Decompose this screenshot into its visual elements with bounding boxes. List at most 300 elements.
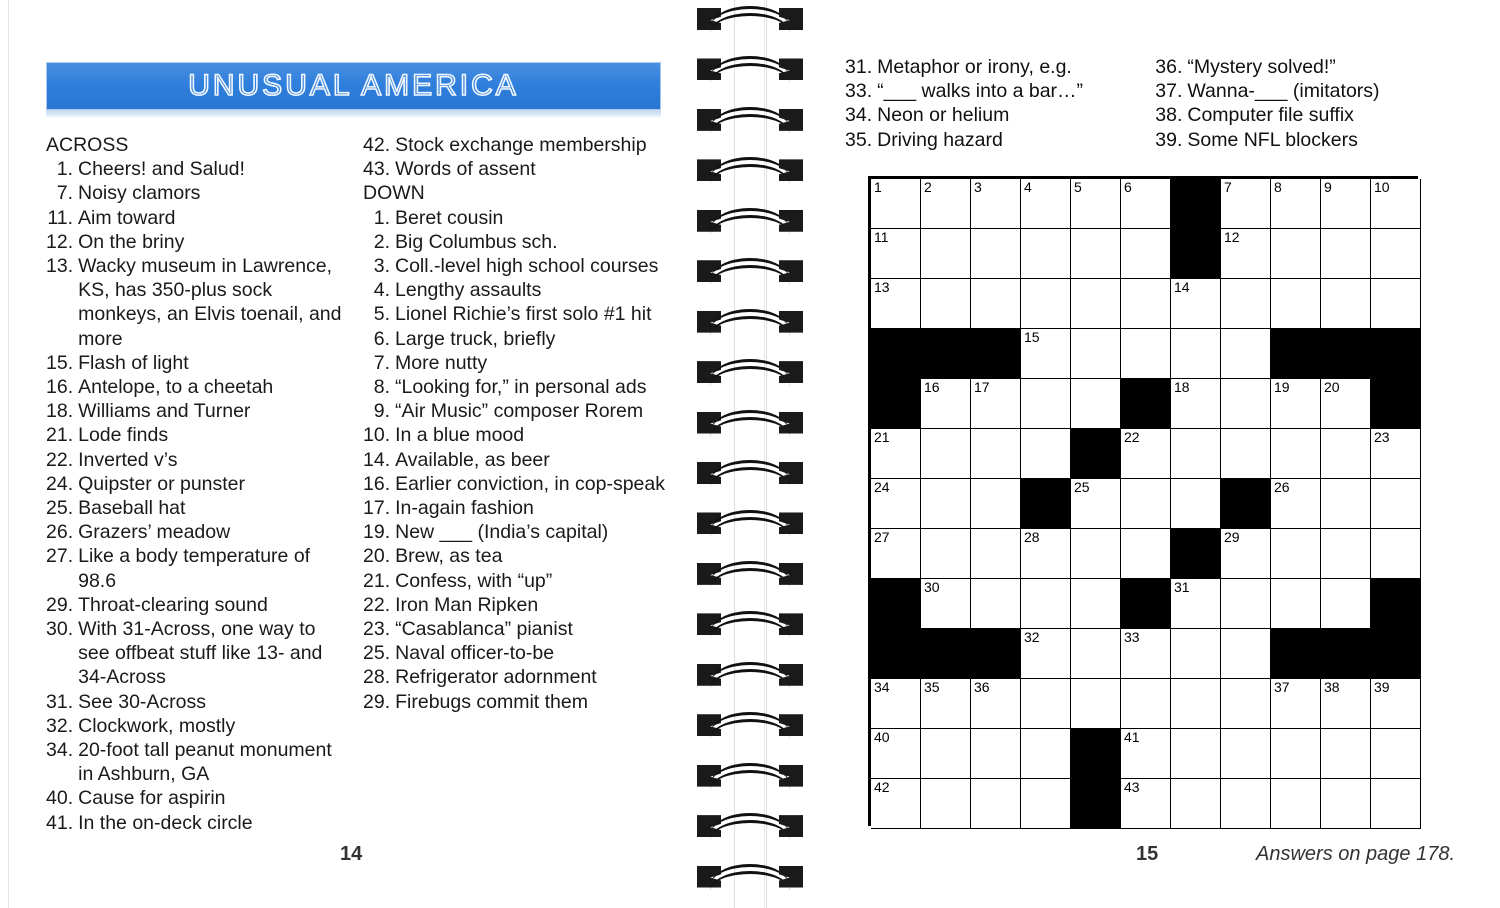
clue-text: Throat-clearing sound xyxy=(78,593,268,616)
grid-cell-number: 33 xyxy=(1124,629,1140,645)
grid-cell[interactable] xyxy=(1021,229,1071,279)
clue-text: Computer file suffix xyxy=(1187,104,1354,127)
clue-item xyxy=(46,738,346,786)
grid-cell-number: 31 xyxy=(1174,579,1190,595)
clue-item xyxy=(363,278,665,302)
grid-cell[interactable] xyxy=(1371,729,1421,779)
down-heading: DOWN xyxy=(363,182,425,205)
clue-item xyxy=(46,206,346,230)
page-title: UNUSUAL AMERICA xyxy=(188,69,519,102)
clue-number: 21. xyxy=(46,424,74,447)
grid-cell-number: 11 xyxy=(874,229,889,245)
clue-item xyxy=(46,423,346,447)
grid-cell-block xyxy=(1171,529,1221,579)
page-number-right: 15 xyxy=(1136,843,1159,865)
clue-number: 29. xyxy=(363,690,391,713)
grid-cell[interactable] xyxy=(971,729,1021,779)
grid-cell[interactable] xyxy=(1271,229,1321,279)
grid-cell[interactable] xyxy=(1121,229,1171,279)
grid-cell[interactable] xyxy=(1171,479,1221,529)
grid-cell[interactable] xyxy=(1171,679,1221,729)
clue-text: Lionel Richie’s first solo #1 hit xyxy=(395,303,652,326)
clue-number: 33. xyxy=(845,80,873,103)
grid-cell-number: 5 xyxy=(1074,179,1082,195)
clue-number: 26. xyxy=(46,521,74,544)
grid-cell[interactable] xyxy=(921,529,971,579)
grid-cell-number: 9 xyxy=(1324,179,1332,195)
clue-text: Stock exchange membership xyxy=(395,134,647,156)
grid-cell[interactable] xyxy=(1221,329,1271,379)
grid-cell[interactable] xyxy=(871,779,921,829)
grid-cell[interactable] xyxy=(1071,479,1121,529)
grid-cell[interactable] xyxy=(1121,529,1171,579)
grid-cell[interactable] xyxy=(1221,779,1271,829)
grid-cell-number: 14 xyxy=(1174,279,1190,295)
clue-number: 8. xyxy=(373,376,390,399)
grid-cell[interactable] xyxy=(921,479,971,529)
clue-text: In-again fashion xyxy=(395,497,534,520)
grid-cell[interactable] xyxy=(1371,779,1421,829)
clue-number: 1. xyxy=(373,206,390,229)
clue-number: 4. xyxy=(373,279,390,302)
clue-item xyxy=(46,617,346,690)
clue-item xyxy=(363,423,665,447)
grid-cell[interactable] xyxy=(1121,329,1171,379)
grid-cell[interactable] xyxy=(1071,329,1121,379)
grid-cell-number: 37 xyxy=(1274,679,1290,695)
grid-cell-number: 35 xyxy=(924,679,940,695)
clue-item xyxy=(46,230,346,254)
clue-number: 17. xyxy=(363,497,391,520)
clue-text: On the briny xyxy=(78,230,185,253)
grid-cell[interactable] xyxy=(1221,629,1271,679)
clue-text: Antelope, to a cheetah xyxy=(78,376,274,399)
grid-cell-block xyxy=(921,629,971,679)
grid-cell[interactable] xyxy=(1221,579,1271,629)
clue-item xyxy=(363,351,665,375)
grid-cell[interactable] xyxy=(1171,329,1221,379)
clue-item xyxy=(46,520,346,544)
grid-cell[interactable] xyxy=(1071,179,1121,229)
grid-cell[interactable] xyxy=(1371,429,1421,479)
grid-cell[interactable] xyxy=(921,729,971,779)
grid-cell[interactable] xyxy=(1321,529,1371,579)
grid-cell[interactable] xyxy=(1071,629,1121,679)
clue-text: Wacky museum in Lawrence, KS, has 350-plus sock monkeys, an Elvis toenail, and more xyxy=(78,255,342,350)
banner-bar xyxy=(46,62,661,110)
grid-cell[interactable] xyxy=(1121,479,1171,529)
clue-text: Noisy clamors xyxy=(78,182,201,205)
grid-cell[interactable] xyxy=(1221,679,1271,729)
grid-cell[interactable] xyxy=(1171,429,1221,479)
grid-cell[interactable] xyxy=(1071,279,1121,329)
grid-cell-number: 42 xyxy=(874,779,890,795)
spiral-ring-icon xyxy=(694,157,806,191)
clue-text: Grazers’ meadow xyxy=(78,521,231,544)
grid-cell-block xyxy=(871,579,921,629)
clue-item xyxy=(845,128,1131,152)
grid-cell[interactable] xyxy=(1021,629,1071,679)
grid-cell[interactable] xyxy=(1071,679,1121,729)
clue-text: Quipster or punster xyxy=(78,472,246,495)
clue-number: 7. xyxy=(373,351,390,374)
clue-text: Like a body temperature of 98.6 xyxy=(78,545,311,592)
grid-cell-number: 34 xyxy=(874,679,890,695)
clue-number: 28. xyxy=(363,666,391,689)
clue-text: Williams and Turner xyxy=(78,400,251,423)
grid-cell-block xyxy=(1271,629,1321,679)
clue-number: 34. xyxy=(46,739,74,762)
down-clue-list xyxy=(363,206,665,714)
grid-cell-block xyxy=(871,329,921,379)
grid-cell[interactable] xyxy=(971,479,1021,529)
grid-cell[interactable] xyxy=(1221,229,1271,279)
clue-number: 37. xyxy=(1155,80,1183,103)
grid-cell[interactable] xyxy=(1121,679,1171,729)
grid-cell[interactable] xyxy=(1221,279,1271,329)
grid-cell[interactable] xyxy=(921,229,971,279)
right-clue-column-2 xyxy=(1155,55,1425,152)
across-clue-list xyxy=(46,157,346,835)
grid-cell[interactable] xyxy=(871,179,921,229)
grid-cell[interactable] xyxy=(971,179,1021,229)
clue-item xyxy=(46,690,346,714)
clue-number: 36. xyxy=(1155,56,1183,78)
grid-cell[interactable] xyxy=(921,679,971,729)
spiral-ring-icon xyxy=(694,56,806,90)
grid-cell[interactable] xyxy=(871,279,921,329)
grid-cell-block xyxy=(1171,179,1221,229)
grid-cell-number: 27 xyxy=(874,529,890,545)
clue-item xyxy=(1155,128,1425,152)
grid-cell[interactable] xyxy=(1321,479,1371,529)
clue-text: Large truck, briefly xyxy=(395,327,556,350)
grid-cell[interactable] xyxy=(1121,729,1171,779)
spiral-ring-icon xyxy=(694,763,806,797)
grid-cell-number: 20 xyxy=(1324,379,1340,395)
grid-cell[interactable] xyxy=(1021,679,1071,729)
grid-cell[interactable] xyxy=(971,579,1021,629)
clue-number: 7. xyxy=(56,182,73,205)
clue-number: 18. xyxy=(46,400,74,423)
grid-cell[interactable] xyxy=(921,429,971,479)
grid-cell[interactable] xyxy=(1171,729,1221,779)
grid-cell[interactable] xyxy=(871,529,921,579)
clue-item xyxy=(363,520,665,544)
grid-cell[interactable] xyxy=(1371,179,1421,229)
grid-cell[interactable] xyxy=(1071,379,1121,429)
clue-text: Aim toward xyxy=(78,206,176,229)
clue-item xyxy=(46,786,346,810)
grid-cell[interactable] xyxy=(921,779,971,829)
across-heading: ACROSS xyxy=(46,134,129,156)
clue-item xyxy=(1155,103,1425,127)
spiral-ring-icon xyxy=(694,864,806,898)
clue-number: 11. xyxy=(47,206,73,229)
grid-cell[interactable] xyxy=(1021,779,1071,829)
clue-text: Coll.-level high school courses xyxy=(395,255,659,278)
grid-cell[interactable] xyxy=(921,179,971,229)
spiral-ring-icon xyxy=(694,359,806,393)
grid-cell-number: 1 xyxy=(874,179,882,195)
clue-number: 9. xyxy=(373,400,390,423)
clue-number: 42. xyxy=(363,134,391,156)
grid-cell-block xyxy=(1171,229,1221,279)
clue-number: 16. xyxy=(363,472,391,495)
grid-cell[interactable] xyxy=(971,429,1021,479)
grid-cell[interactable] xyxy=(871,729,921,779)
grid-cell[interactable] xyxy=(1271,379,1321,429)
clue-item xyxy=(46,714,346,738)
clue-text: Driving hazard xyxy=(877,128,1003,151)
clue-text: Cheers! and Salud! xyxy=(78,158,245,181)
across-clue-column xyxy=(46,133,346,835)
grid-cell[interactable] xyxy=(1321,679,1371,729)
clue-text: In the on-deck circle xyxy=(78,811,253,834)
grid-cell[interactable] xyxy=(1271,779,1321,829)
clue-text: Inverted v’s xyxy=(78,448,178,471)
crossword-grid[interactable] xyxy=(868,176,1418,826)
grid-cell[interactable] xyxy=(1171,279,1221,329)
clue-text: Beret cousin xyxy=(395,206,504,229)
clue-item xyxy=(363,399,665,423)
grid-cell[interactable] xyxy=(1171,779,1221,829)
clue-number: 29. xyxy=(46,593,74,616)
grid-cell-number: 38 xyxy=(1324,679,1340,695)
answers-reference: Answers on page 178. xyxy=(1256,843,1456,865)
grid-cell-block xyxy=(871,379,921,429)
grid-cell-number: 36 xyxy=(974,679,990,695)
clue-text: Metaphor or irony, e.g. xyxy=(877,56,1072,78)
grid-cell[interactable] xyxy=(1371,679,1421,729)
grid-cell[interactable] xyxy=(971,279,1021,329)
grid-cell[interactable] xyxy=(871,429,921,479)
spiral-binding xyxy=(694,0,806,908)
clue-text: Clockwork, mostly xyxy=(78,714,236,737)
grid-cell[interactable] xyxy=(1071,579,1121,629)
grid-cell[interactable] xyxy=(1021,179,1071,229)
clue-text: “Casablanca” pianist xyxy=(395,618,573,641)
grid-cell[interactable] xyxy=(921,279,971,329)
grid-cell-block xyxy=(1371,579,1421,629)
clue-item xyxy=(845,103,1131,127)
clue-number: 31. xyxy=(845,56,873,78)
clue-number: 25. xyxy=(46,497,74,520)
grid-cell-number: 26 xyxy=(1274,479,1290,495)
clue-text: Firebugs commit them xyxy=(395,690,588,713)
grid-cell[interactable] xyxy=(1121,629,1171,679)
spiral-ring-icon xyxy=(694,258,806,292)
grid-cell[interactable] xyxy=(1321,229,1371,279)
spiral-ring-icon xyxy=(694,309,806,343)
grid-cell-block xyxy=(1321,629,1371,679)
clue-text: “Air Music” composer Rorem xyxy=(395,400,644,423)
grid-cell[interactable] xyxy=(1271,579,1321,629)
grid-cell[interactable] xyxy=(1171,629,1221,679)
grid-cell[interactable] xyxy=(1271,279,1321,329)
grid-cell[interactable] xyxy=(971,229,1021,279)
grid-cell[interactable] xyxy=(1371,479,1421,529)
grid-cell[interactable] xyxy=(1121,279,1171,329)
grid-cell-block xyxy=(971,329,1021,379)
clue-text: “Mystery solved!” xyxy=(1187,56,1336,78)
clue-text: Brew, as tea xyxy=(395,545,503,568)
clue-item xyxy=(363,254,665,278)
clue-item xyxy=(363,593,665,617)
right-page-clue-block xyxy=(845,55,1425,152)
clue-item xyxy=(46,254,346,351)
grid-cell-block xyxy=(1321,329,1371,379)
grid-cell-number: 16 xyxy=(924,379,940,395)
grid-cell[interactable] xyxy=(1021,379,1071,429)
grid-cell[interactable] xyxy=(1371,529,1421,579)
clue-item xyxy=(363,206,665,230)
grid-cell-number: 39 xyxy=(1374,679,1390,695)
grid-cell[interactable] xyxy=(1171,379,1221,429)
clue-item xyxy=(46,811,346,835)
grid-cell[interactable] xyxy=(1321,579,1371,629)
grid-cell-number: 40 xyxy=(874,729,890,745)
clue-number: 5. xyxy=(373,303,390,326)
grid-cell[interactable] xyxy=(1071,529,1121,579)
grid-cell-block xyxy=(1371,379,1421,429)
grid-cell-number: 12 xyxy=(1224,229,1240,245)
clue-text: “___ walks into a bar…” xyxy=(877,80,1084,103)
grid-cell[interactable] xyxy=(1121,779,1171,829)
clue-number: 32. xyxy=(46,714,74,737)
clue-item xyxy=(363,302,665,326)
across-clue-list-continued xyxy=(363,133,665,181)
clue-item xyxy=(46,181,346,205)
grid-cell[interactable] xyxy=(1321,729,1371,779)
clue-number: 6. xyxy=(373,327,390,350)
grid-cell[interactable] xyxy=(1321,279,1371,329)
grid-cell[interactable] xyxy=(1021,429,1071,479)
clue-number: 12. xyxy=(46,230,74,253)
grid-cell[interactable] xyxy=(971,379,1021,429)
clue-number: 24. xyxy=(46,472,74,495)
grid-cell[interactable] xyxy=(1221,729,1271,779)
clue-text: Words of assent xyxy=(395,158,536,181)
grid-cell[interactable] xyxy=(1271,729,1321,779)
grid-cell[interactable] xyxy=(1371,229,1421,279)
grid-cell[interactable] xyxy=(1021,329,1071,379)
grid-cell[interactable] xyxy=(1021,579,1071,629)
grid-cell[interactable] xyxy=(1321,379,1371,429)
clue-item xyxy=(363,569,665,593)
grid-cell[interactable] xyxy=(1221,379,1271,429)
clue-item xyxy=(363,641,665,665)
grid-cell[interactable] xyxy=(1221,429,1271,479)
grid-cell-number: 13 xyxy=(874,279,890,295)
grid-cell[interactable] xyxy=(1221,529,1271,579)
grid-cell-number: 41 xyxy=(1124,729,1140,745)
grid-cell[interactable] xyxy=(1021,279,1071,329)
grid-cell[interactable] xyxy=(1271,179,1321,229)
clue-number: 14. xyxy=(363,448,391,471)
spiral-ring-icon xyxy=(694,410,806,444)
clue-number: 10. xyxy=(363,424,391,447)
grid-cell[interactable] xyxy=(971,529,1021,579)
clue-item xyxy=(363,544,665,568)
grid-cell[interactable] xyxy=(971,779,1021,829)
clue-number: 43. xyxy=(363,158,391,181)
grid-cell[interactable] xyxy=(1221,179,1271,229)
grid-cell[interactable] xyxy=(921,579,971,629)
clue-text: Available, as beer xyxy=(395,448,550,471)
grid-cell[interactable] xyxy=(1321,779,1371,829)
grid-cell[interactable] xyxy=(1171,579,1221,629)
grid-cell-number: 10 xyxy=(1374,179,1390,195)
clue-number: 38. xyxy=(1155,104,1183,127)
grid-cell[interactable] xyxy=(1121,179,1171,229)
puzzle-title-banner xyxy=(46,62,661,118)
clue-item xyxy=(363,157,665,181)
page-number-left: 14 xyxy=(340,843,363,865)
clue-text: Big Columbus sch. xyxy=(395,230,558,253)
grid-cell-number: 32 xyxy=(1024,629,1040,645)
grid-cell-number: 29 xyxy=(1224,529,1240,545)
grid-cell[interactable] xyxy=(921,379,971,429)
grid-cell[interactable] xyxy=(871,229,921,279)
grid-cell[interactable] xyxy=(1021,729,1071,779)
clue-number: 15. xyxy=(46,351,74,374)
clue-text: Iron Man Ripken xyxy=(395,593,539,616)
clue-item xyxy=(363,617,665,641)
spiral-ring-icon xyxy=(694,460,806,494)
clue-text: Confess, with “up” xyxy=(395,569,553,592)
clue-text: Flash of light xyxy=(78,351,189,374)
grid-cell[interactable] xyxy=(871,679,921,729)
spiral-ring-icon xyxy=(694,6,806,40)
clue-item xyxy=(363,690,665,714)
grid-cell[interactable] xyxy=(1371,279,1421,329)
spiral-ring-icon xyxy=(694,712,806,746)
grid-cell-block xyxy=(921,329,971,379)
grid-cell[interactable] xyxy=(1271,529,1321,579)
clue-item xyxy=(46,448,346,472)
grid-cell[interactable] xyxy=(971,679,1021,729)
grid-cell-number: 4 xyxy=(1024,179,1032,195)
clue-text: Lode finds xyxy=(78,424,169,447)
clue-number: 19. xyxy=(363,521,391,544)
grid-cell[interactable] xyxy=(1271,679,1321,729)
grid-cell[interactable] xyxy=(1071,229,1121,279)
spiral-ring-icon xyxy=(694,510,806,544)
clue-item xyxy=(363,375,665,399)
grid-cell-number: 7 xyxy=(1224,179,1232,195)
clue-item xyxy=(46,544,346,592)
clue-item xyxy=(46,472,346,496)
grid-cell[interactable] xyxy=(1321,429,1371,479)
grid-cell[interactable] xyxy=(871,479,921,529)
grid-cell-number: 18 xyxy=(1174,379,1190,395)
clue-text: Lengthy assaults xyxy=(395,279,542,302)
clue-item xyxy=(363,448,665,472)
grid-cell[interactable] xyxy=(1121,429,1171,479)
grid-cell-block xyxy=(971,629,1021,679)
grid-cell[interactable] xyxy=(1021,529,1071,579)
grid-cell[interactable] xyxy=(1321,179,1371,229)
clue-item xyxy=(46,496,346,520)
spiral-ring-icon xyxy=(694,611,806,645)
grid-cell[interactable] xyxy=(1271,479,1321,529)
spiral-ring-icon xyxy=(694,107,806,141)
spiral-ring-icon xyxy=(694,561,806,595)
grid-cell[interactable] xyxy=(1271,429,1321,479)
clue-item xyxy=(46,375,346,399)
clue-number: 40. xyxy=(46,787,74,810)
